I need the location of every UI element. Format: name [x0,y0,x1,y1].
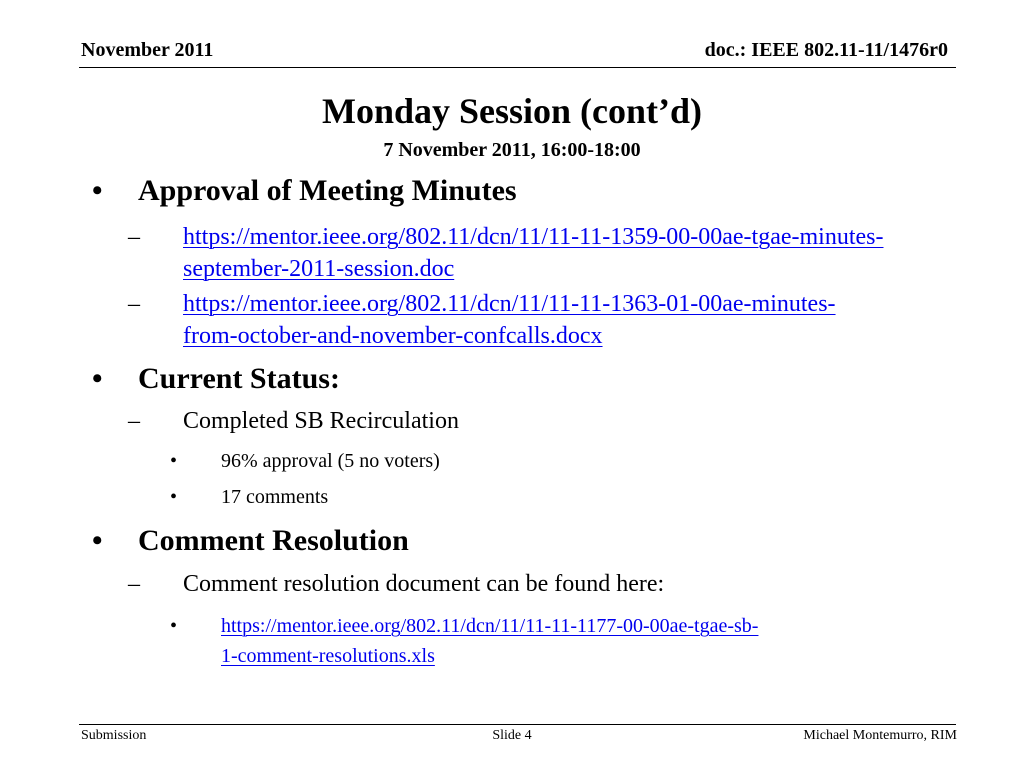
sub-bullet-marker: • [170,486,178,508]
bullet-marker: • [92,362,103,395]
minutes-heading: Approval of Meeting Minutes [138,174,517,207]
minutes-link-2-line1[interactable]: https://mentor.ieee.org/802.11/dcn/11/11-11-1363-01-00ae-minutes- [183,291,836,317]
status-approval: 96% approval (5 no voters) [221,450,440,472]
header-doc-id: doc.: IEEE 802.11-11/1476r0 [704,39,948,61]
slide-subtitle: 7 November 2011, 16:00-18:00 [383,139,641,161]
minutes-link-2-line2[interactable]: from-october-and-november-confcalls.docx [183,323,603,349]
status-item: Completed SB Recirculation [183,408,459,434]
status-comments: 17 comments [221,486,329,508]
resolution-link[interactable] [221,611,758,671]
header-date: November 2011 [81,39,214,61]
bullet-marker: • [92,524,103,557]
resolution-link-line1[interactable]: https://mentor.ieee.org/802.11/dcn/11/11-11-1177-00-00ae-tgae-sb- [221,615,759,637]
footer-submission: Submission [81,728,147,743]
minutes-link-1-line2[interactable]: september-2011-session.doc [183,256,455,282]
minutes-link-1-line1[interactable]: https://mentor.ieee.org/802.11/dcn/11/11-11-1359-00-00ae-tgae-minutes- [183,224,884,250]
dash-marker: – [128,291,140,317]
sub-bullet-marker: • [170,450,178,472]
header-divider [79,67,956,68]
resolution-item: Comment resolution document can be found here: [183,571,665,597]
slide-title: Monday Session (cont’d) [321,91,703,131]
dash-marker: – [128,224,140,250]
dash-marker: – [128,408,140,434]
bullet-marker: • [92,174,103,207]
status-heading: Current Status: [138,362,340,395]
resolution-link-line2[interactable]: 1-comment-resolutions.xls [221,645,435,667]
footer-author: Michael Montemurro, RIM [803,728,957,743]
sub-bullet-marker: • [170,615,178,637]
resolution-heading: Comment Resolution [138,524,409,557]
footer-slide-number: Slide 4 [492,728,532,743]
footer-divider [79,724,956,725]
dash-marker: – [128,571,140,597]
minutes-link-2[interactable] [183,288,836,352]
minutes-link-1[interactable] [183,221,884,285]
